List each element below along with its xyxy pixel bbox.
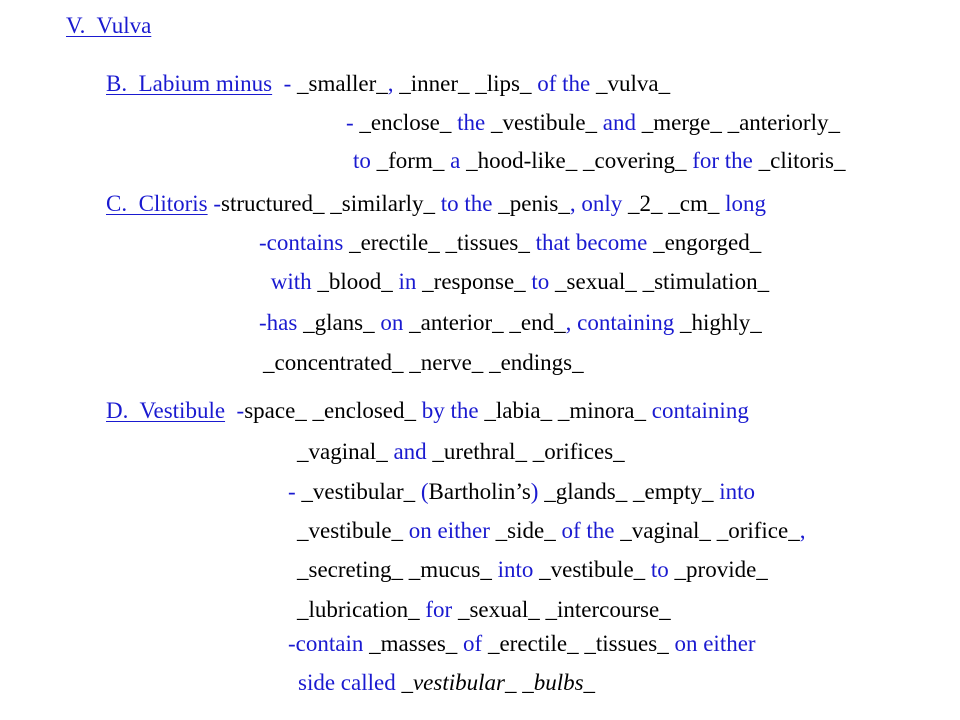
prompt-text: to the [435, 191, 499, 216]
section-label: B. Labium minus [106, 71, 273, 96]
fill-in-answer: _merge_ [641, 110, 722, 135]
fill-in-answer: _enclose_ [359, 110, 452, 135]
prompt-text: to [353, 148, 377, 173]
prompt-text: on either [668, 631, 756, 656]
prompt-text: - [346, 110, 360, 135]
prompt-text: that become [529, 230, 654, 255]
line-vestibule-4 [297, 519, 805, 542]
prompt-text: on either [403, 518, 496, 543]
fill-in-answer: _glands_ [544, 479, 628, 504]
prompt-text: for [419, 597, 458, 622]
prompt-text: of the [531, 71, 597, 96]
fill-in-answer: _erectile_ [487, 631, 579, 656]
prompt-text: by the [416, 398, 485, 423]
fill-in-answer: _engorged_ [653, 230, 762, 255]
fill-in-answer: _erectile_ [349, 230, 440, 255]
prompt-text: with [265, 269, 318, 294]
prompt-text: a [444, 148, 467, 173]
fill-in-answer: _orifices_ [532, 439, 625, 464]
prompt-text: containing [645, 398, 749, 423]
fill-in-answer: _end_ [509, 310, 566, 335]
prompt-text: long [719, 191, 766, 216]
fill-in-answer: _highly_ [679, 310, 762, 335]
fill-in-answer: _intercourse_ [545, 597, 671, 622]
fill-in-answer: _anterior_ [409, 310, 504, 335]
line-clitoris-2 [259, 231, 761, 254]
line-vestibule-7 [288, 632, 756, 655]
prompt-text: of [457, 631, 488, 656]
fill-in-answer: _anteriorly_ [727, 110, 840, 135]
prompt-text: to [525, 269, 556, 294]
line-labium-minus-2 [346, 111, 840, 134]
fill-in-answer: _vestibule_ [297, 518, 404, 543]
line-vestibule-2 [297, 440, 625, 463]
fill-in-answer: _blood_ [317, 269, 393, 294]
fill-in-answer: _vestibule_ [491, 110, 598, 135]
prompt-text: ( [415, 479, 429, 504]
line-vestibule-1 [106, 399, 749, 422]
fill-in-answer: _endings_ [489, 350, 584, 375]
line-vestibule-5 [297, 558, 768, 581]
prompt-text: -contain [288, 631, 370, 656]
prompt-text: side called [298, 670, 402, 695]
fill-in-answer: _vestibule_ [539, 557, 646, 582]
fill-in-answer: _side_ [495, 518, 556, 543]
fill-in-answer: _orifice_ [716, 518, 800, 543]
fill-in-answer: _stimulation_ [642, 269, 770, 294]
prompt-text: - [272, 71, 298, 96]
prompt-text: -has [259, 310, 304, 335]
section-label: D. Vestibule [106, 398, 226, 423]
prompt-text: on [374, 310, 410, 335]
fill-in-answer: _vestibular_ [301, 479, 416, 504]
fill-in-answer: _tissues_ [584, 631, 669, 656]
fill-in-answer: _enclosed_ [312, 398, 417, 423]
fill-in-answer: _sexual_ [457, 597, 540, 622]
fill-in-answer: _urethral_ [432, 439, 527, 464]
line-clitoris-4 [259, 311, 762, 334]
prompt-text: in [392, 269, 423, 294]
fill-in-answer: _vestibular_ [401, 670, 517, 695]
fill-in-answer: _bulbs_ [522, 670, 596, 695]
fill-in-answer: _labia_ [484, 398, 553, 423]
fill-in-answer: _similarly_ [330, 191, 436, 216]
fill-in-answer: _vaginal_ [620, 518, 711, 543]
fill-in-answer: _lips_ [475, 71, 532, 96]
fill-in-answer: _sexual_ [555, 269, 637, 294]
prompt-text: into [713, 479, 756, 504]
fill-in-answer: _smaller_ [297, 71, 388, 96]
fill-in-answer: _tissues_ [445, 230, 530, 255]
prompt-text: for the [686, 148, 759, 173]
prompt-text: of the [555, 518, 621, 543]
line-labium-minus-3 [353, 149, 846, 172]
line-vestibule-8 [298, 671, 595, 694]
fill-in-answer: _2_ [627, 191, 663, 216]
fill-in-answer: _nerve_ [409, 350, 484, 375]
prompt-text: -contains [259, 230, 350, 255]
fill-in-answer: _response_ [422, 269, 526, 294]
section-label: C. Clitoris [106, 191, 208, 216]
fill-in-answer: _vulva_ [596, 71, 671, 96]
fill-in-answer: _provide_ [674, 557, 768, 582]
line-vestibule-3 [288, 480, 755, 503]
fill-in-answer: _minora_ [557, 398, 646, 423]
fill-in-answer: _empty_ [633, 479, 714, 504]
fill-in-answer: _concentrated_ [263, 350, 404, 375]
fill-in-answer: Bartholin’s [428, 479, 531, 504]
prompt-text: , only [569, 191, 628, 216]
prompt-text: , containing [565, 310, 680, 335]
prompt-text: and [387, 439, 433, 464]
fill-in-answer: _penis_ [498, 191, 570, 216]
fill-in-answer: _cm_ [668, 191, 720, 216]
fill-in-answer: _clitoris_ [758, 148, 846, 173]
fill-in-answer: _secreting_ [297, 557, 404, 582]
fill-in-answer: _vaginal_ [297, 439, 388, 464]
prompt-text: - [207, 191, 222, 216]
fill-in-answer: _mucus_ [408, 557, 492, 582]
fill-in-answer: space_ [244, 398, 307, 423]
prompt-text: - [288, 479, 302, 504]
prompt-text: the [451, 110, 491, 135]
fill-in-answer: _form_ [376, 148, 445, 173]
prompt-text: to [645, 557, 675, 582]
fill-in-answer: _glans_ [303, 310, 375, 335]
prompt-text: - [225, 398, 245, 423]
fill-in-answer: structured_ [221, 191, 325, 216]
slide-heading: V. Vulva [66, 13, 152, 38]
fill-in-answer: _inner_ [399, 71, 470, 96]
prompt-text: , [799, 518, 806, 543]
line-clitoris-3 [265, 270, 769, 293]
fill-in-answer: _hood-like_ [466, 148, 578, 173]
line-clitoris-5 [263, 351, 584, 374]
prompt-text: into [491, 557, 540, 582]
prompt-text: and [597, 110, 642, 135]
prompt-text: ) [530, 479, 545, 504]
fill-in-answer: _covering_ [582, 148, 687, 173]
line-labium-minus-1 [106, 72, 670, 95]
line-clitoris-1 [106, 192, 766, 215]
line-vestibule-6 [297, 598, 671, 621]
prompt-text: , [387, 71, 400, 96]
fill-in-answer: _lubrication_ [297, 597, 420, 622]
fill-in-answer: _masses_ [369, 631, 458, 656]
